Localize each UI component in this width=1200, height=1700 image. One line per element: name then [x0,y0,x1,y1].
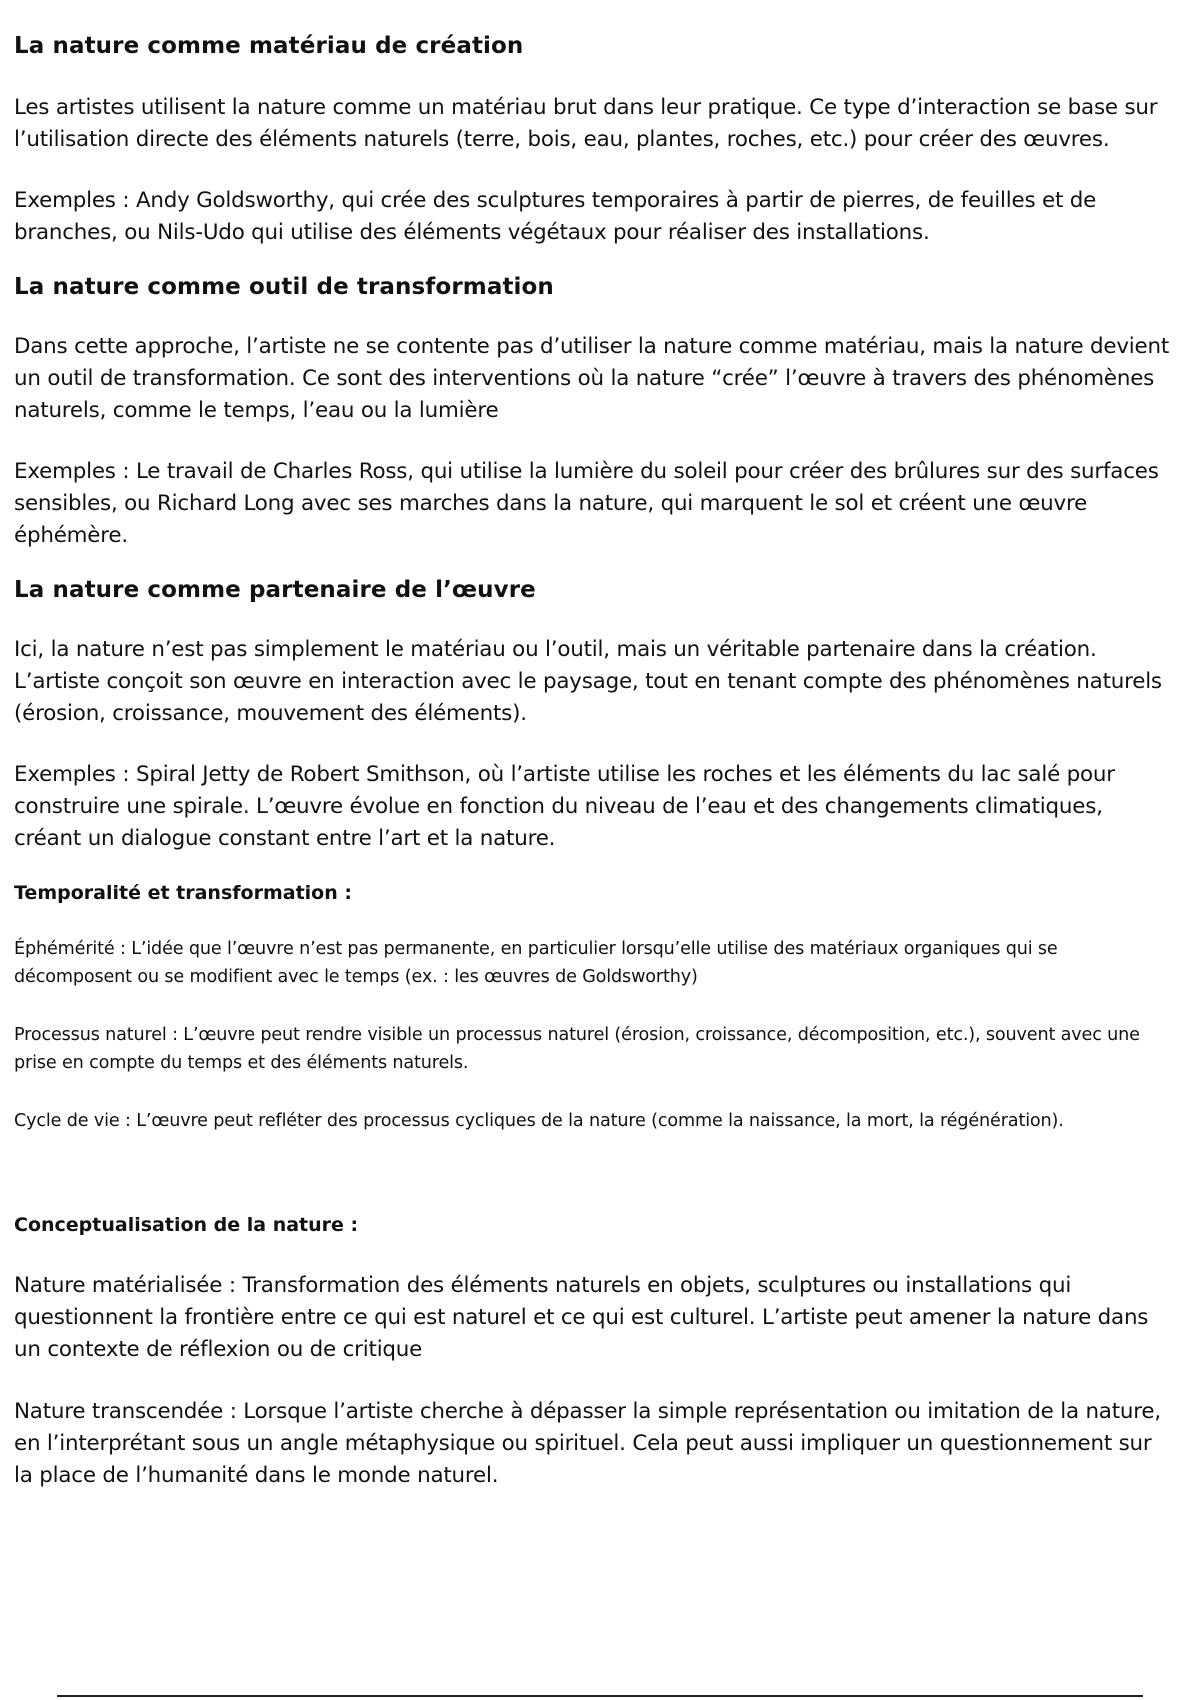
paragraph-partenaire-exemples: Exemples : Spiral Jetty de Robert Smithson, où l’artiste utilise les roches et les éléments du lac salé pour construire une spirale. L’œuvre évolue en fonction du niveau de l’eau et des changements climatiques, créant un dialogue constant entre l’art et la nature. [14,761,1115,851]
section-heading-materiau: La nature comme matériau de création [14,33,524,59]
subheading-conceptualisation: Conceptualisation de la nature : [14,1214,359,1237]
subheading-temporalite: Temporalité et transformation : [14,881,352,904]
item-nature-materialisee: Nature matérialisée : Transformation des éléments naturels en objets, sculptures ou installations qui questionnent la frontière entre ce qui est naturel et ce qui est culturel. L’artiste peut amener la nature dans un contexte de réflexion ou de critique [14,1273,1149,1363]
paragraph-outil-exemples: Exemples : Le travail de Charles Ross, qui utilise la lumière du soleil pour créer des brûlures sur des surfaces sensibles, ou Richard Long avec ses marches dans la nature, qui marquent le sol et créent une œuvre éphémère. [14,458,1159,548]
document-page [14,30,1174,1492]
item-nature-transcendee: Nature transcendée : Lorsque l’artiste cherche à dépasser la simple représentation ou imitation de la nature, en l’interprétant sous un angle métaphysique ou spirituel. Cela peut aussi impliquer un questionnement sur la place de l’humanité dans le monde naturel. [14,1399,1161,1489]
item-cycle-de-vie: Cycle de vie : L’œuvre peut refléter des processus cycliques de la nature (comme la naissance, la mort, la régénération). [14,1111,1064,1132]
item-processus-naturel: Processus naturel : L’œuvre peut rendre visible un processus naturel (érosion, croissance, décomposition, etc.), souvent avec une prise en compte du temps et des éléments naturels. [14,1025,1140,1074]
paragraph-partenaire-intro: Ici, la nature n’est pas simplement le matériau ou l’outil, mais un véritable partenaire dans la création. L’artiste conçoit son œuvre en interaction avec le paysage, tout en tenant compte des phénomènes naturels (érosion, croissance, mouvement des éléments). [14,636,1162,726]
item-ephemerite: Éphémérité : L’idée que l’œuvre n’est pas permanente, en particulier lorsqu’elle utilise des matériaux organiques qui se décomposent ou se modifient avec le temps (ex. : les œuvres de Goldsworthy) [14,939,1058,988]
paragraph-materiau-intro: Les artistes utilisent la nature comme un matériau brut dans leur pratique. Ce type d’interaction se base sur l’utilisation directe des éléments naturels (terre, bois, eau, plantes, roches, etc.) pour créer des œuvres. [14,94,1158,152]
section-heading-partenaire: La nature comme partenaire de l’œuvre [14,576,536,603]
footer-divider [57,1695,1143,1697]
paragraph-materiau-exemples: Exemples : Andy Goldsworthy, qui crée des sculptures temporaires à partir de pierres, de feuilles et de branches, ou Nils-Udo qui utilise des éléments végétaux pour réaliser des installations. [14,187,1097,245]
section-heading-outil: La nature comme outil de transformation [14,273,554,300]
paragraph-outil-intro: Dans cette approche, l’artiste ne se contente pas d’utiliser la nature comme matériau, mais la nature devient un outil de transformation. Ce sont des interventions où la nature “crée” l’œuvre à travers des phénomènes naturels, comme le temps, l’eau ou la lumière [14,333,1170,423]
